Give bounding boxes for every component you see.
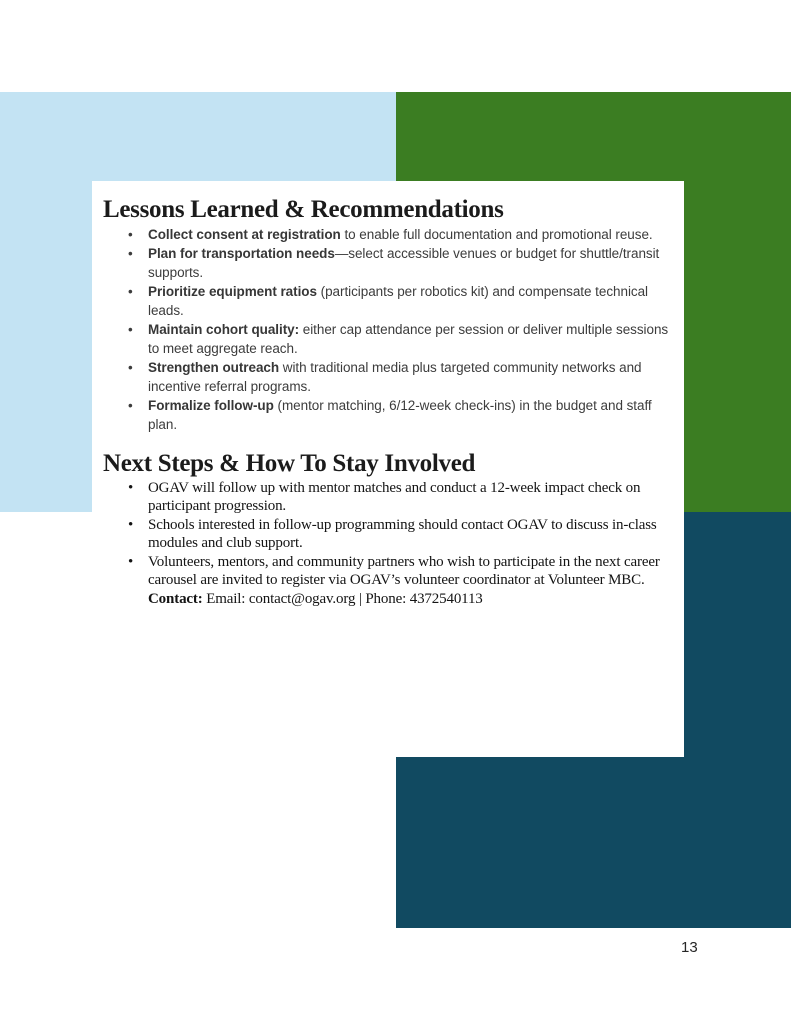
page-number: 13 [681,939,698,956]
next-steps-list [92,479,684,609]
content-card [92,181,684,757]
bullet-text: OGAV will follow up with mentor matches and conduct a 12-week impact check on participant progression. [148,479,641,514]
bullet-lead-bold: Formalize follow-up [148,397,274,413]
section-heading-next-steps: Next Steps & How To Stay Involved [103,449,476,477]
bullet-text: —select accessible venues or budget for shuttle/transit supports. [148,245,660,280]
bullet-text: (mentor matching, 6/12-week check-ins) in the budget and staff plan. [148,397,652,432]
list-item [92,516,670,553]
contact-label: Contact: [148,590,203,607]
bullet-text: Schools interested in follow-up programming should contact OGAV to discuss in-class modules and club support. [148,516,657,551]
section-heading-lessons-learned: Lessons Learned & Recommendations [103,196,504,223]
list-item [92,479,670,516]
list-item [92,225,670,244]
list-item [92,553,670,609]
list-item [92,320,670,358]
bullet-text: to enable full documentation and promotional reuse. [340,226,653,242]
list-item [92,358,670,396]
lessons-learned-list [92,225,684,434]
contact-details: Email: contact@ogav.org | Phone: 4372540113 [202,590,483,607]
bullet-text: (participants per robotics kit) and compensate technical leads. [148,283,649,318]
bullet-lead-bold: Maintain cohort quality: [148,321,300,337]
bullet-text: with traditional media plus targeted community networks and incentive referral programs. [148,359,642,394]
bullet-lead-bold: Strengthen outreach [148,359,280,375]
bullet-text: either cap attendance per session or deliver multiple sessions to meet aggregate reach. [148,321,669,356]
bullet-lead-bold: Prioritize equipment ratios [148,283,317,299]
list-item [92,244,670,282]
bullet-lead-bold: Plan for transportation needs [148,245,335,261]
list-item [92,396,670,434]
bullet-text: Volunteers, mentors, and community partners who wish to participate in the next career carousel are invited to register via OGAV’s volunteer coordinator at Volunteer MBC. [148,553,660,588]
bullet-lead-bold: Collect consent at registration [148,226,341,242]
list-item [92,282,670,320]
